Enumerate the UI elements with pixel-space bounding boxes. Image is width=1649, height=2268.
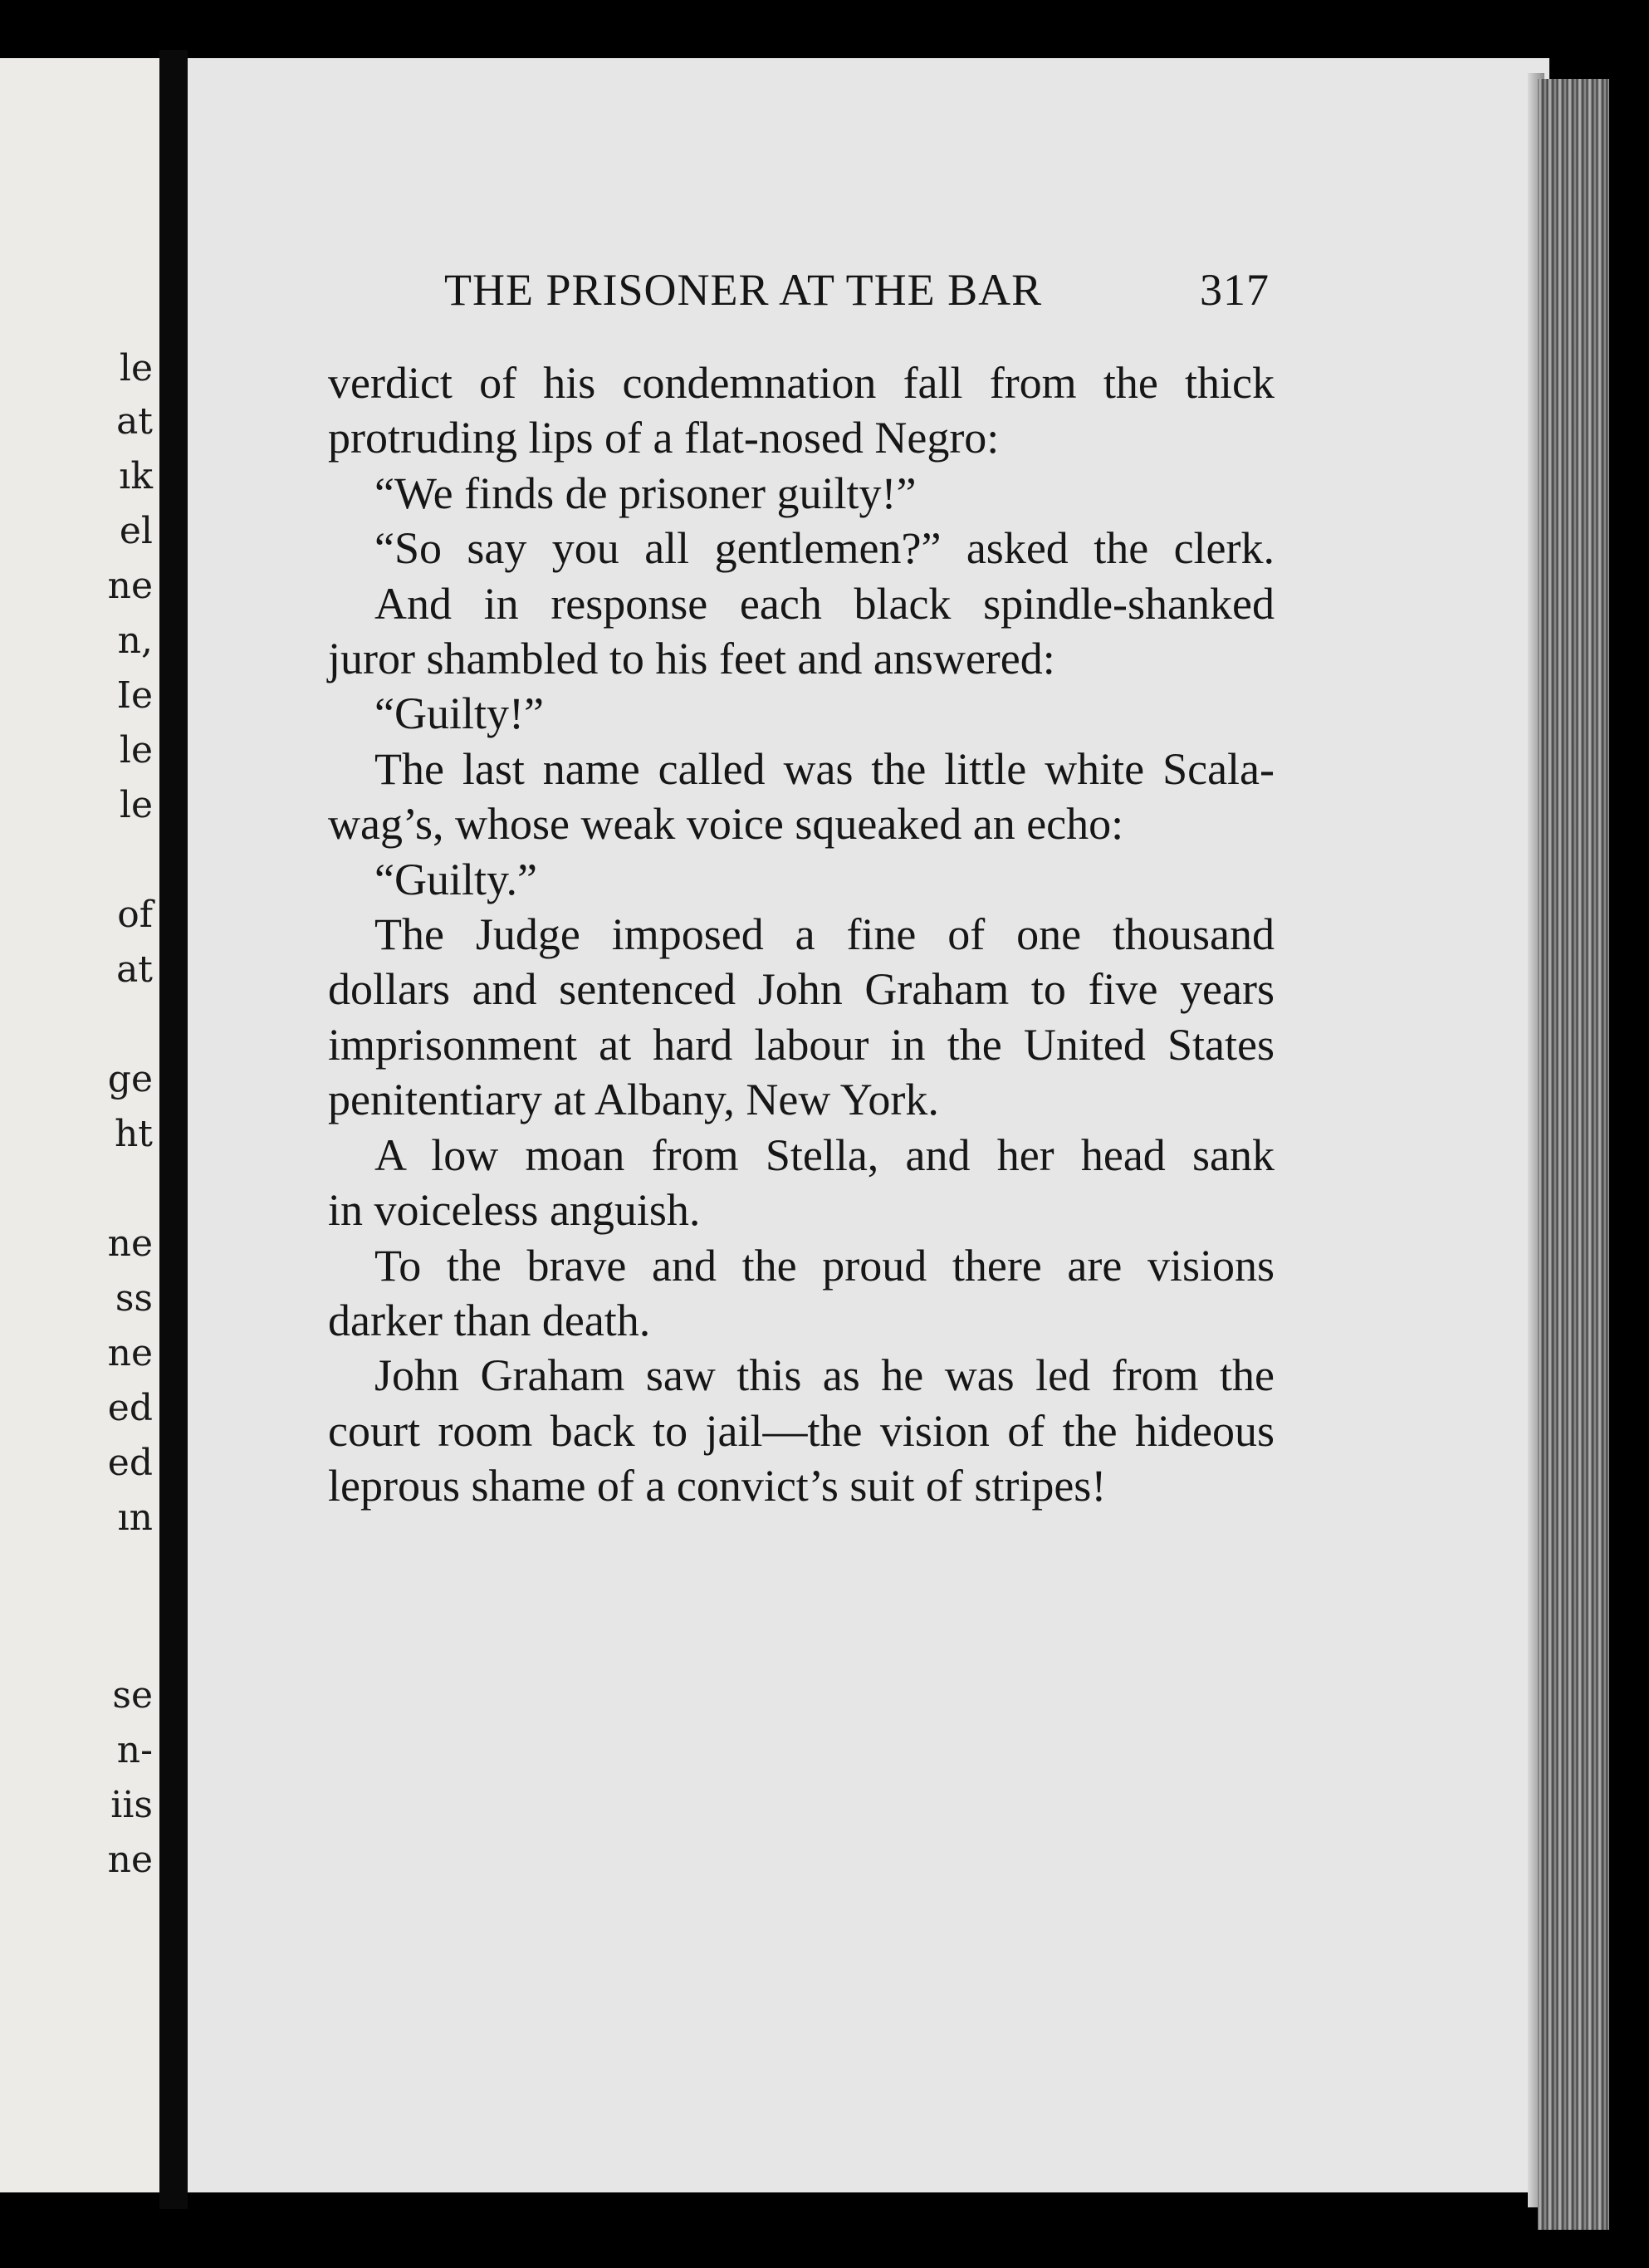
text-line: dollars and sentenced John Graham to five years <box>328 964 1275 1015</box>
text-line: penitentiary at Albany, New York. <box>328 1075 939 1125</box>
left-fragment: se <box>112 1674 153 1717</box>
left-fragment: el <box>119 510 153 552</box>
text-line: “We finds de prisoner guilty!” <box>374 468 917 518</box>
left-fragment: ed <box>107 1442 153 1484</box>
text-line: darker than death. <box>328 1295 651 1345</box>
left-fragment: at <box>116 948 153 991</box>
text-line: And in response each black spindle-shanked <box>374 578 1275 629</box>
left-fragment: ss <box>115 1277 153 1320</box>
text-line: verdict of his condemnation fall from the thick <box>328 358 1275 408</box>
running-head <box>444 264 1275 316</box>
left-fragment: ht <box>114 1113 153 1155</box>
page-number: 317 <box>1200 265 1270 315</box>
left-fragment: n- <box>116 1729 153 1771</box>
left-fragment: iis <box>110 1784 153 1826</box>
left-fragment: of <box>117 894 153 936</box>
body-text <box>328 355 1275 1514</box>
text-line: imprisonment at hard labour in the United States <box>328 1019 1275 1070</box>
text-line: in voiceless anguish. <box>328 1185 701 1236</box>
text-line: John Graham saw this as he was led from the <box>374 1350 1275 1401</box>
left-fragment: le <box>119 784 153 826</box>
running-head-title: THE PRISONER AT THE BAR <box>444 265 1043 315</box>
text-line: To the brave and the proud there are visions <box>374 1240 1275 1291</box>
left-fragment: ık <box>119 455 153 497</box>
text-line: leprous shame of a convict’s suit of stripes! <box>328 1461 1107 1511</box>
page-stack-edge <box>1538 79 1609 2230</box>
book-gutter <box>159 50 188 2209</box>
text-line: wag’s, whose weak voice squeaked an echo: <box>328 799 1124 850</box>
left-fragment: ne <box>107 1839 153 1881</box>
left-fragment: le <box>119 347 153 389</box>
left-fragment: n, <box>117 620 153 662</box>
text-line: court room back to jail—the vision of the hideous <box>328 1405 1275 1456</box>
left-fragment: Ie <box>116 674 153 717</box>
text-line: “Guilty.” <box>374 854 537 904</box>
left-fragment: at <box>116 400 153 443</box>
text-line: The Judge imposed a fine of one thousand <box>374 909 1275 960</box>
text-line: juror shambled to his feet and answered: <box>328 634 1055 684</box>
left-facing-page <box>0 58 159 2192</box>
text-line: A low moan from Stella, and her head sank <box>374 1129 1275 1180</box>
left-fragment: ın <box>117 1496 153 1539</box>
left-fragment: ge <box>107 1058 153 1100</box>
left-page-fragments <box>0 58 159 2192</box>
text-line: protruding lips of a flat-nosed Negro: <box>328 413 1000 463</box>
text-line: “Guilty!” <box>374 688 544 739</box>
left-fragment: ne <box>107 1222 153 1265</box>
left-fragment: ne <box>107 565 153 607</box>
left-fragment: ne <box>107 1332 153 1374</box>
left-fragment: le <box>119 729 153 772</box>
text-line: “So say you all gentlemen?” asked the clerk. <box>374 523 1275 574</box>
text-line: The last name called was the little white Scala- <box>374 743 1275 794</box>
left-fragment: ed <box>107 1387 153 1429</box>
